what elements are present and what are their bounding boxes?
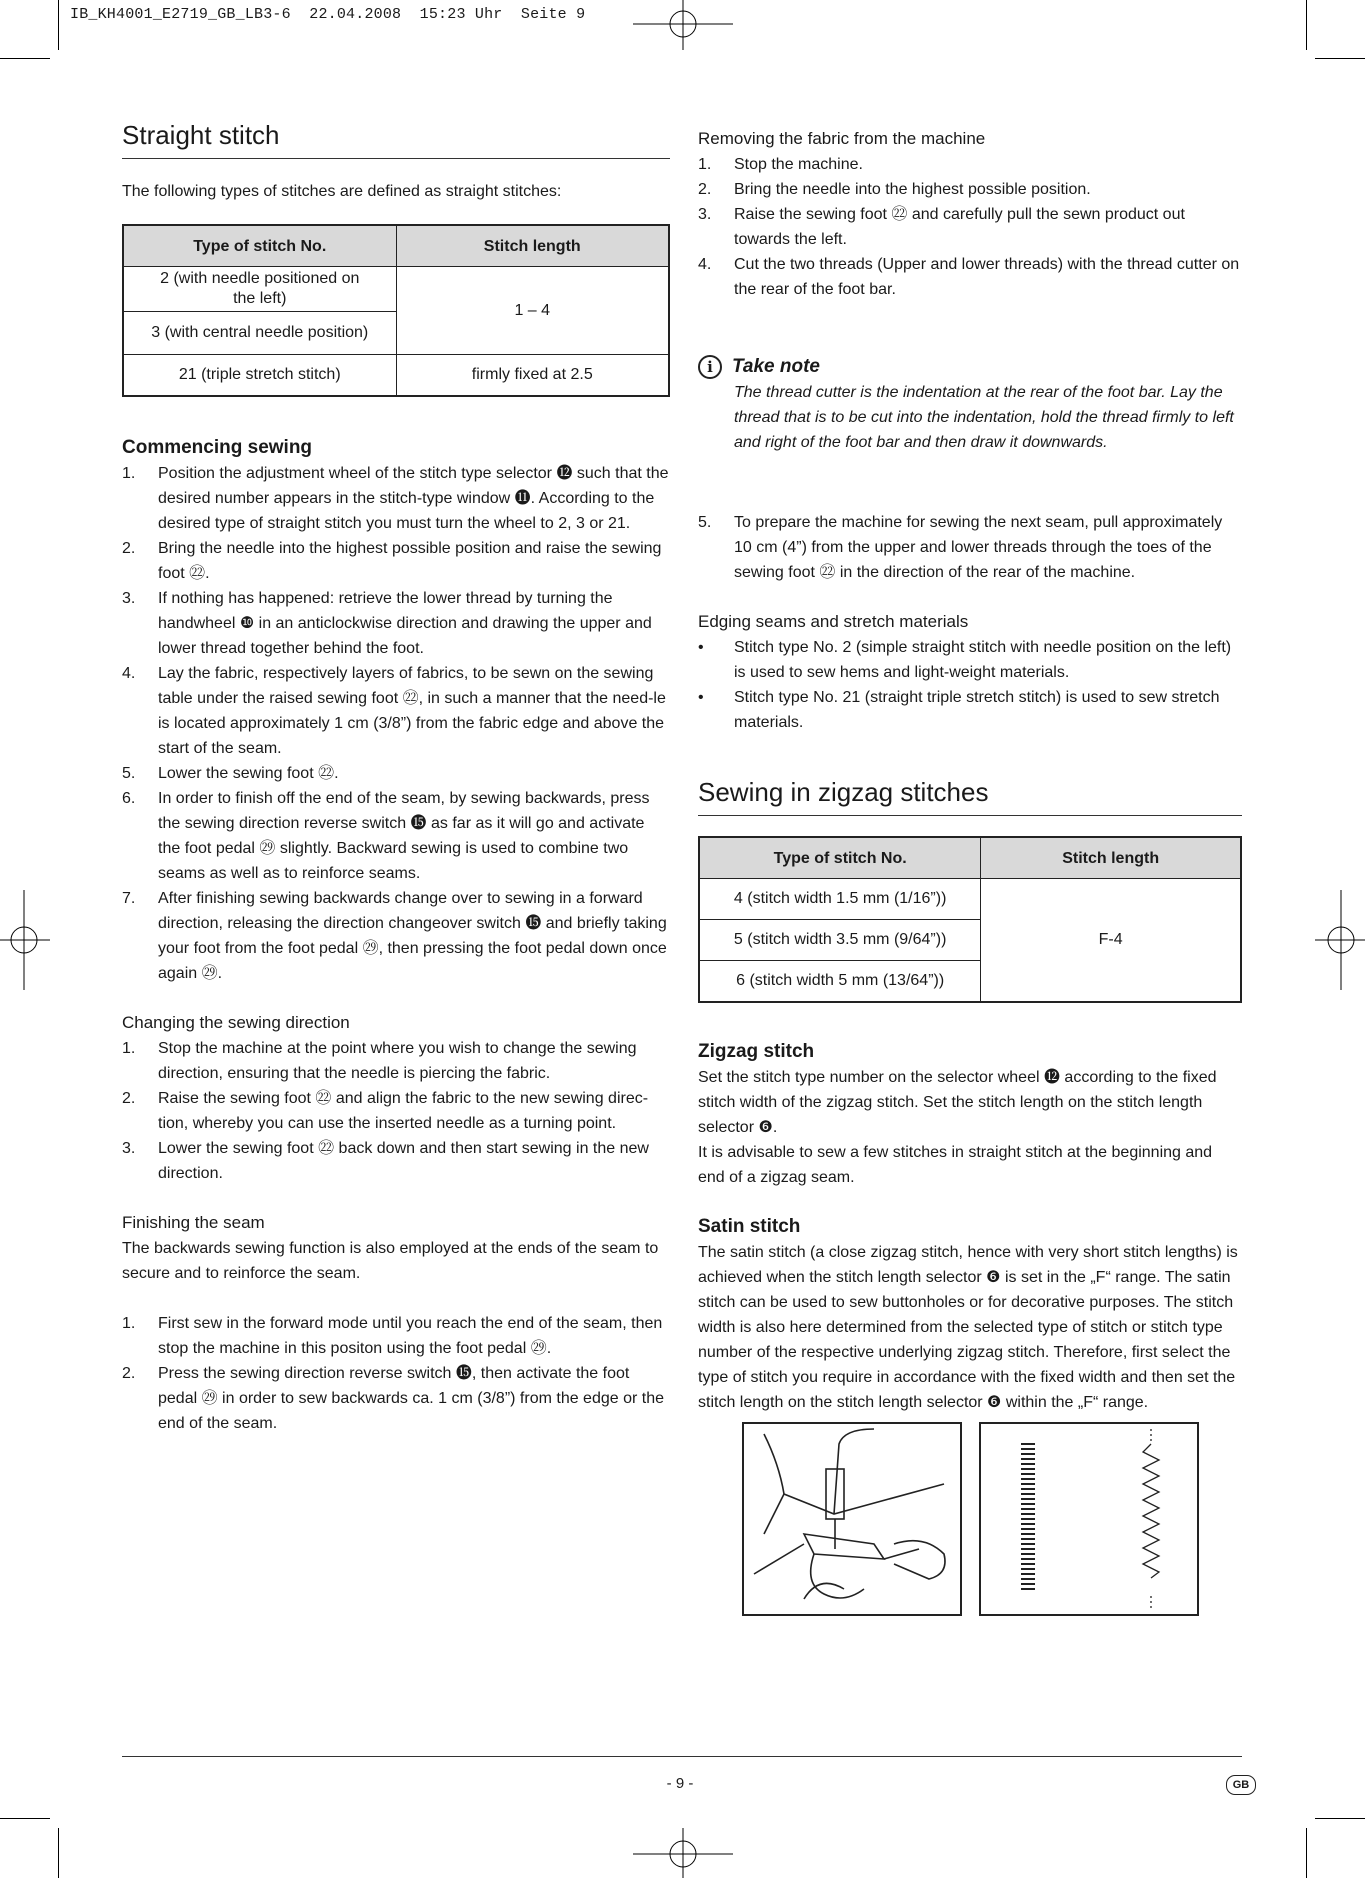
table-cell: 21 (triple stretch stitch) <box>123 355 396 397</box>
table-cell: 4 (stitch width 1.5 mm (1/16”)) <box>699 879 981 920</box>
finishing-intro: The backwards sewing function is also employed at the ends of the seam to secure and to reinforce the seam. <box>122 1240 659 1282</box>
list-item: 1. First sew in the forward mode until you reach the end of the seam, then stop the machine in this positon using the foot pedal ㉙. <box>122 1315 663 1357</box>
print-slug: IB_KH4001_E2719_GB_LB3-6 22.04.2008 15:23 Uhr Seite 9 <box>70 6 586 23</box>
table-cell: firmly fixed at 2.5 <box>396 355 669 397</box>
commencing-list <box>122 461 670 986</box>
list-item: • Stitch type No. 2 (simple straight stitch with needle position on the left) is used to sew hems and light-weight materials. <box>698 639 1232 681</box>
list-item: 2. Raise the sewing foot ㉒ and align the fabric to the new sewing direc-tion, whereby you can use the inserted needle as a turning point. <box>122 1090 649 1132</box>
heading-satin-stitch: Satin stitch <box>698 1216 801 1237</box>
list-item: 1. Stop the machine at the point where you wish to change the sewing direction, ensuring that the needle is piercing the fabric. <box>122 1040 637 1082</box>
heading-direction: Changing the sewing direction <box>122 1013 350 1032</box>
table-header: Stitch length <box>981 837 1241 879</box>
list-item: 4. Cut the two threads (Upper and lower threads) with the thread cutter on the rear of the foot bar. <box>698 256 1240 298</box>
sewing-foot-illustration <box>744 1424 960 1614</box>
straight-stitch-table <box>122 224 670 397</box>
list-item: 1. Position the adjustment wheel of the stitch type selector ⓬ such that the desired number appears in the stitch-type window ⓫. According to the desired type of straight stitch you must turn the wheel to 2, 3 or 21. <box>122 465 669 532</box>
table-header: Type of stitch No. <box>123 225 396 267</box>
table-cell: 2 (with needle positioned on the left) <box>123 267 396 312</box>
finishing-list <box>122 1311 670 1436</box>
stitch-pattern-illustration <box>981 1424 1197 1614</box>
page-number: - 9 - <box>666 1775 694 1792</box>
table-cell: 1 – 4 <box>396 267 669 355</box>
section-title-zigzag: Sewing in zigzag stitches <box>698 775 1242 816</box>
list-item: 7. After finishing sewing backwards change over to sewing in a forward direction, releasing the direction changeover switch ⓯ and briefly taking your foot from the foot pedal ㉙, then pressing the foot pedal down once again ㉙. <box>122 890 667 982</box>
footer-rule <box>122 1756 1242 1757</box>
removing-list <box>698 152 1242 302</box>
list-item: 5. Lower the sewing foot ㉒. <box>122 765 339 782</box>
table-cell: 6 (stitch width 5 mm (13/64”)) <box>699 961 981 1003</box>
satin-paragraph: The satin stitch (a close zigzag stitch, hence with very short stitch lengths) is achieved when the stitch length selector ❻ is set in the „F“ range. The satin stitch can be used to sew buttonholes or for decorative purposes. The stitch width is also here determined from the selected type of stitch or stitch type number of the respective underlying zigzag stitch. Therefore, first select the type of stitch you require in accordance with the fixed width and then set the stitch length on the stitch length selector ❻ within the „F“ range. <box>698 1244 1238 1411</box>
heading-finishing: Finishing the seam <box>122 1213 265 1232</box>
table-header: Type of stitch No. <box>699 837 981 879</box>
note-body: The thread cutter is the indentation at the rear of the foot bar. Lay the thread that is to be cut into the indentation, hold the thread firmly to left and right of the foot bar and then draw it downwards. <box>734 384 1234 451</box>
direction-list <box>122 1036 670 1186</box>
list-item: 4. Lay the fabric, respectively layers of fabrics, to be sewn on the sewing table under the raised sewing foot ㉒, in such a manner that the need-le is located approximately 1 cm (3/8”) from the fabric edge and above the start of the seam. <box>122 665 666 757</box>
sewing-machine-illustration <box>742 1422 962 1616</box>
info-icon: i <box>698 355 722 379</box>
list-item: 3. Raise the sewing foot ㉒ and carefully pull the sewn product out towards the left. <box>698 206 1185 248</box>
zigzag-paragraph-2: It is advisable to sew a few stitches in straight stitch at the beginning and end of a zigzag seam. <box>698 1144 1213 1186</box>
edging-list <box>698 635 1242 735</box>
heading-edging: Edging seams and stretch materials <box>698 612 969 631</box>
step-5-list <box>698 510 1242 585</box>
zigzag-paragraph-1: Set the stitch type number on the selector wheel ⓬ according to the fixed stitch width of the zigzag stitch. Set the stitch length on the stitch length selector ❻. <box>698 1069 1217 1136</box>
table-cell: 3 (with central needle position) <box>123 312 396 355</box>
zigzag-stitch-table <box>698 836 1242 1003</box>
list-item: 2. Bring the needle into the highest possible position and raise the sewing foot ㉒. <box>122 540 662 582</box>
heading-removing: Removing the fabric from the machine <box>698 129 986 148</box>
stitch-sample-illustration <box>979 1422 1199 1616</box>
straight-intro: The following types of stitches are defined as straight stitches: <box>122 183 562 200</box>
list-item: 2. Bring the needle into the highest possible position. <box>698 181 1091 198</box>
right-column <box>698 126 1242 1415</box>
table-cell: F-4 <box>981 879 1241 1003</box>
list-item: 3. If nothing has happened: retrieve the lower thread by turning the handwheel ❿ in an anticlockwise direction and drawing the upper and lower thread together behind the foot. <box>122 590 652 657</box>
take-note-box <box>698 354 1242 455</box>
left-column <box>122 118 670 1436</box>
language-badge: GB <box>1226 1775 1256 1795</box>
list-item: • Stitch type No. 21 (straight triple stretch stitch) is used to sew stretch materials. <box>698 689 1220 731</box>
heading-commencing: Commencing sewing <box>122 437 313 458</box>
table-cell: 5 (stitch width 3.5 mm (9/64”)) <box>699 920 981 961</box>
section-title-straight-stitch: Straight stitch <box>122 118 670 159</box>
table-header: Stitch length <box>396 225 669 267</box>
list-item: 6. In order to finish off the end of the seam, by sewing backwards, press the sewing direction reverse switch ⓯ as far as it will go and activate the foot pedal ㉙ slightly. Backward sewing is used to combine two seams as well as to reinforce seams. <box>122 790 650 882</box>
list-item: 1. Stop the machine. <box>698 156 863 173</box>
list-item: 3. Lower the sewing foot ㉒ back down and then start sewing in the new direction. <box>122 1140 649 1182</box>
note-heading: Take note <box>732 356 820 377</box>
heading-zigzag-stitch: Zigzag stitch <box>698 1041 815 1062</box>
list-item: 5. To prepare the machine for sewing the next seam, pull approximately 10 cm (4”) from the upper and lower threads through the toes of the sewing foot ㉒ in the direction of the rear of the machine. <box>698 514 1223 581</box>
list-item: 2. Press the sewing direction reverse switch ⓯, then activate the foot pedal ㉙ in order to sew backwards ca. 1 cm (3/8”) from the edge or the end of the seam. <box>122 1365 665 1432</box>
